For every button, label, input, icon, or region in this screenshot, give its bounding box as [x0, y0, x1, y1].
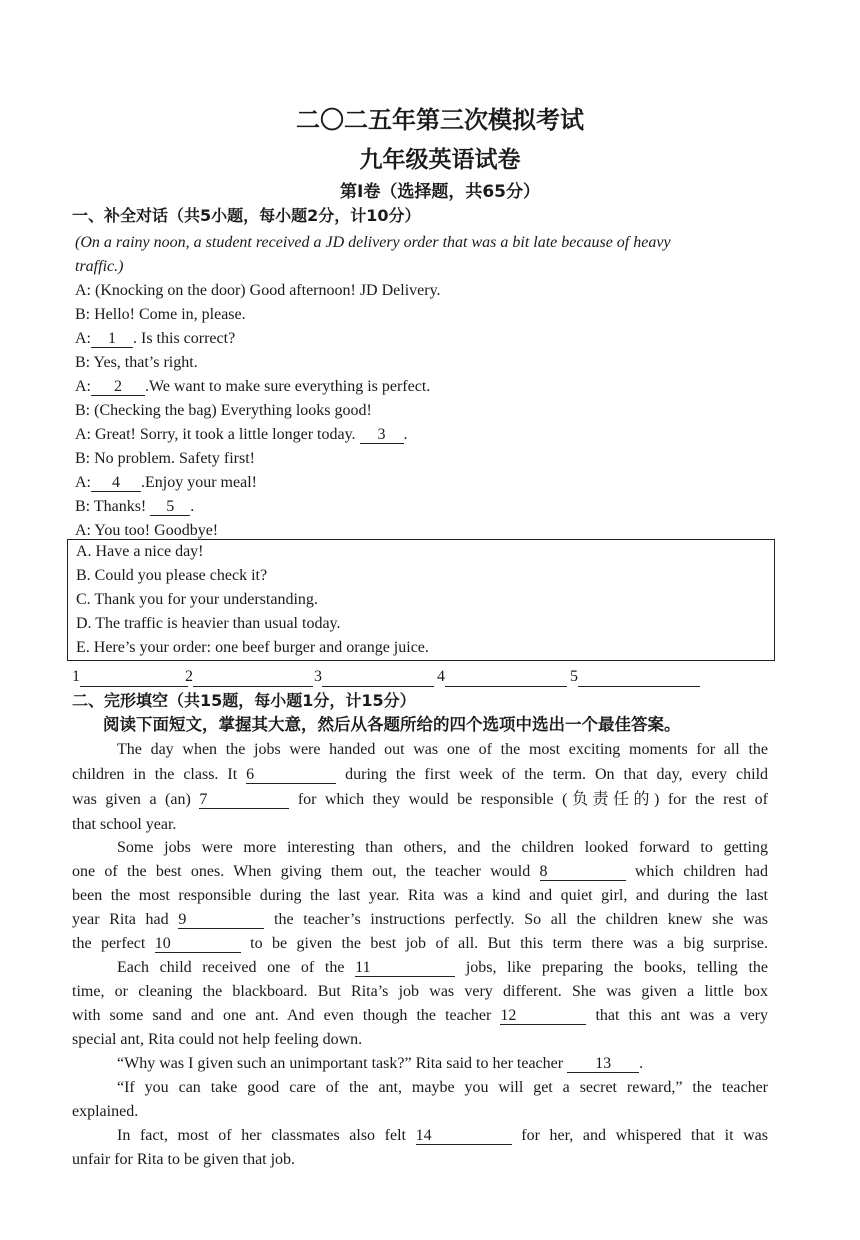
- passage-line: children in the class. It 6 during the first week of the term. On that day, every child: [72, 766, 769, 783]
- dialogue-intro-line1: (On a rainy noon, a student received a JD delivery order that was a bit late because of heavy: [75, 234, 671, 251]
- blank-4[interactable]: 4: [91, 474, 141, 492]
- dialogue-line: A: 4 .Enjoy your meal!: [75, 474, 257, 491]
- blank-9[interactable]: 9: [178, 911, 264, 929]
- section2-heading: 二、完形填空（共15题，每小题1分，计15分）: [72, 691, 416, 710]
- blank-5[interactable]: 5: [150, 498, 190, 516]
- passage-line: the perfect 10 to be given the best job of all. But this term there was a big surprise.: [72, 935, 769, 952]
- answer-slot-3[interactable]: 3: [314, 667, 434, 687]
- blank-6[interactable]: 6: [246, 766, 336, 784]
- dialogue-line: B: (Checking the bag) Everything looks good!: [75, 402, 372, 419]
- blank-8[interactable]: 8: [540, 863, 626, 881]
- blank-7[interactable]: 7: [199, 791, 289, 809]
- answer-slot-4[interactable]: 4: [437, 667, 567, 687]
- passage-line: time, or cleaning the blackboard. But Rita’s job was very different. She was given a little box: [72, 983, 768, 1000]
- dialogue-line: B: Thanks! 5 .: [75, 498, 195, 515]
- passage-line: special ant, Rita could not help feeling down.: [72, 1031, 363, 1048]
- option-b: B. Could you please check it?: [76, 567, 268, 584]
- dialogue-line: A: 1 . Is this correct?: [75, 330, 236, 347]
- blank-2[interactable]: 2: [91, 378, 145, 396]
- option-a: A. Have a nice day!: [76, 543, 204, 560]
- passage-line: year Rita had 9 the teacher’s instructions perfectly. So all the children knew she was: [72, 911, 769, 928]
- passage-line: explained.: [72, 1103, 139, 1120]
- passage-line: been the most responsible during the last year. Rita was a kind and quiet girl, and during the last: [72, 887, 768, 904]
- blank-12[interactable]: 12: [500, 1007, 586, 1025]
- answer-slot-2[interactable]: 2: [185, 667, 313, 687]
- passage-line: The day when the jobs were handed out was one of the most exciting moments for all the: [117, 741, 768, 758]
- exam-title: 二〇二五年第三次模拟考试: [296, 106, 584, 134]
- dialogue-line: A: 2 .We want to make sure everything is perfect.: [75, 378, 431, 395]
- passage-line: unfair for Rita to be given that job.: [72, 1151, 296, 1168]
- dialogue-line: A: (Knocking on the door) Good afternoon! JD Delivery.: [75, 282, 441, 299]
- passage-line: with some sand and one ant. And even though the teacher 12 that this ant was a very: [72, 1007, 769, 1024]
- option-e: E. Here’s your order: one beef burger and orange juice.: [76, 639, 429, 656]
- passage-line: one of the best ones. When giving them out, the teacher would 8 which children had: [72, 863, 769, 880]
- dialogue-line: B: Hello! Come in, please.: [75, 306, 246, 323]
- option-d: D. The traffic is heavier than usual today.: [76, 615, 341, 632]
- passage-line: “If you can take good care of the ant, maybe you will get a secret reward,” the teacher: [117, 1079, 768, 1096]
- passage-line: “Why was I given such an unimportant task?” Rita said to her teacher 13 .: [117, 1055, 644, 1072]
- blank-1[interactable]: 1: [91, 330, 133, 348]
- passage-line: that school year.: [72, 816, 177, 833]
- option-c: C. Thank you for your understanding.: [76, 591, 318, 608]
- answer-slot-5[interactable]: 5: [570, 667, 700, 687]
- blank-3[interactable]: 3: [360, 426, 404, 444]
- dialogue-line: A: Great! Sorry, it took a little longer today. 3 .: [75, 426, 408, 443]
- section2-instruction: 阅读下面短文，掌握其大意，然后从各题所给的四个选项中选出一个最佳答案。: [103, 715, 681, 734]
- blank-10[interactable]: 10: [155, 935, 241, 953]
- section1-heading: 一、补全对话（共5小题，每小题2分，计10分）: [72, 206, 421, 225]
- dialogue-line: A: You too! Goodbye!: [75, 522, 219, 539]
- answer-slot-1[interactable]: 1: [72, 667, 188, 687]
- options-box: [67, 539, 775, 661]
- dialogue-line: B: No problem. Safety first!: [75, 450, 255, 467]
- dialogue-intro-line2: traffic.): [75, 258, 124, 275]
- passage-line: Some jobs were more interesting than others, and the children looked forward to getting: [117, 839, 768, 856]
- blank-14[interactable]: 14: [416, 1127, 512, 1145]
- blank-11[interactable]: 11: [355, 959, 455, 977]
- passage-line: Each child received one of the 11 jobs, like preparing the books, telling the: [117, 959, 769, 976]
- dialogue-line: B: Yes, that’s right.: [75, 354, 198, 371]
- paper-title: 九年级英语试卷: [359, 147, 521, 173]
- passage-line: was given a (an) 7 for which they would be responsible (负责任的) for the rest of: [72, 791, 769, 808]
- blank-13[interactable]: 13: [567, 1055, 639, 1073]
- volume-title: 第Ⅰ卷（选择题，共65分）: [340, 182, 540, 202]
- passage-line: In fact, most of her classmates also felt 14 for her, and whispered that it was: [117, 1127, 769, 1144]
